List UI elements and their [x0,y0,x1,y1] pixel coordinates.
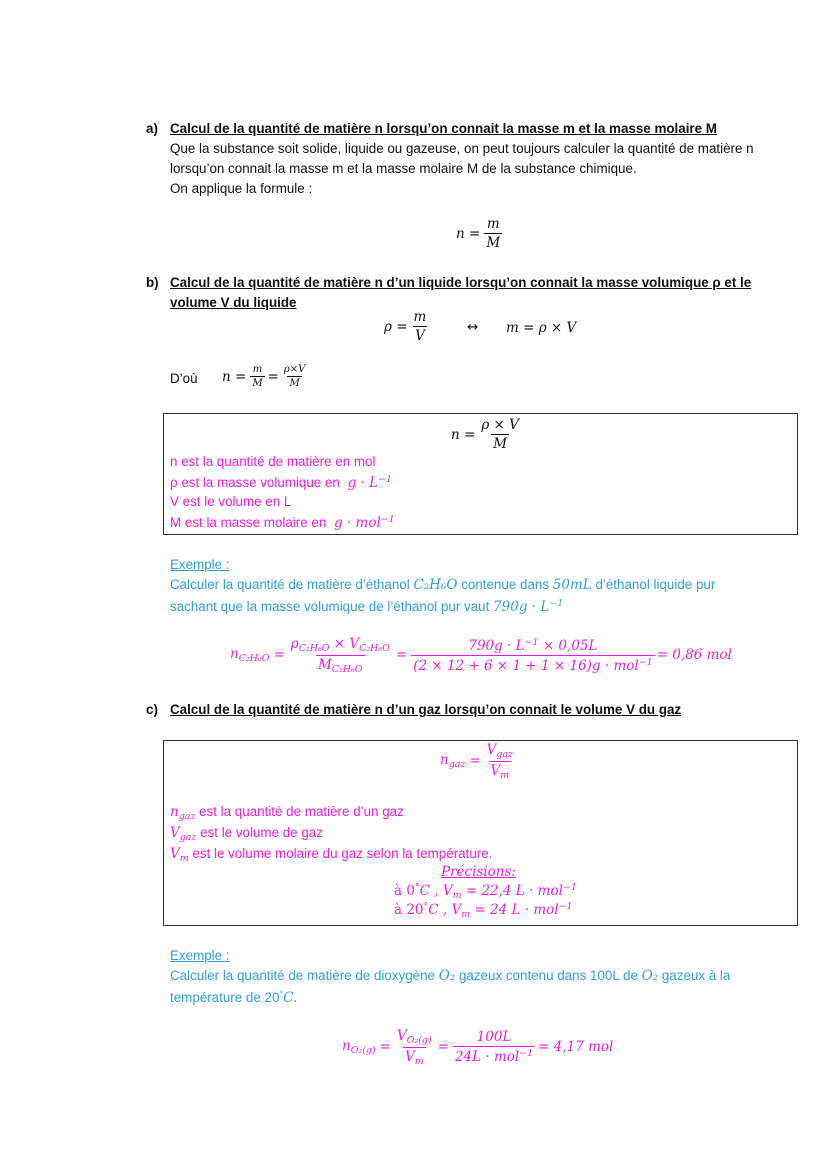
formula-m-rho-v: m = ρ × V [506,320,577,336]
prec2-sub: m [461,909,471,921]
section-c-marker: c) [146,702,158,717]
calc-c-vm-exp: −1 [519,1048,534,1060]
example-b-title: Exemple : [170,557,230,572]
rho-denominator: V [415,328,425,344]
box-line-4 [170,514,395,531]
calc-c-vm: V [404,1048,415,1065]
calc-b-density: 790g · L [468,637,525,654]
precisions-title: Précisions: [441,864,516,880]
formula-rho [384,309,428,344]
rho-lhs: ρ = [384,318,408,335]
gas-line1-text: est la quantité de matière d’un gaz [199,804,404,819]
dou-label: D’où [170,371,198,386]
prec2-exp: −1 [558,901,573,912]
prec2-deg: ° [423,901,429,912]
example-c-line2-pre: température de 20 [170,990,280,1006]
box-line-2 [170,474,392,491]
prec2-pre: à 20 [394,902,424,919]
calc-b-molar-sub: C₂H₆O [331,663,363,675]
section-b-marker: b) [146,275,159,290]
box-line-2-text: ρ est la masse volumique en [170,475,340,491]
section-a-title: Calcul de la quantité de matière n lorsqu’on connait la masse m et la masse molaire M [170,121,717,136]
gas-formula-den-sub: m [500,769,510,781]
box-line-4-text: M est la masse molaire en [170,515,327,531]
formula-dou [222,364,307,389]
rho-numerator: m [413,309,427,325]
box-formula-numerator: ρ × V [481,417,519,433]
calc-c-vol-sub: O₂(g) [406,1034,432,1046]
section-a-line-1: Que la substance soit solide, liquide ou gazeuse, on peut toujours calculer la quantité de matière n [170,141,754,156]
calc-b-lhs-sub: C₂H₆O [238,653,270,665]
prec2-val: = 24 L · mol [474,902,559,919]
calc-b-molar-mass-exp: −1 [638,656,653,668]
calc-b-density-exp: −1 [524,636,539,648]
section-a-line-2: lorsqu’on connait la masse m et la masse molaire M de la substance chimique. [170,161,637,176]
gas-formula-lhs-sub: gaz [448,759,466,771]
gas-line3-text: est le volume molaire du gaz selon la température. [192,846,493,861]
calc-c-vol: V [396,1028,407,1044]
gas-box-line-3 [170,846,492,864]
example-b-volume: 50mL [552,577,592,593]
example-b-calculation: $n_{C_2H_6O}$ = $\frac{\rho_{C_2H_6O} \times V_{C_2H_6O}}{M_{C_2H_6O}}$ = $\frac{790g \cdot L^{-1} \times 0,05L}{(2 \times 12 + 6 \times 1 + 1 \times 16)g \cdot mol^{-1}}$ = 0,86 mol [230,636,732,675]
prec1-mid: C , V [419,883,453,900]
gas-line1-sub: gaz [178,810,196,822]
box-line-3-text: V est le volume en L [170,494,292,509]
section-c-title: Calcul de la quantité de matière n d’un gaz lorsqu’on connait le volume V du gaz [170,702,682,717]
calc-c-result: = 4,17 mol [538,1039,614,1056]
gas-formula-den: V [490,762,501,779]
example-c-line2-post: C. [283,990,298,1007]
calc-b-molar-mass: (2 × 12 + 6 × 1 + 1 × 16)g · mol [413,658,639,675]
calc-c-volume-value: 100L [476,1029,512,1046]
gas-line3-sub: m [179,852,189,864]
calc-c-lhs: n [342,1038,351,1055]
gas-line2-sub: gaz [179,831,197,843]
example-c-line-1 [170,968,730,984]
dou-num-2: ρ×V [283,364,306,375]
example-c-formula-o2-second: O₂ [641,968,659,984]
calc-b-rho-sub: C₂H₆O [298,642,330,654]
section-b-title-2: volume V du liquide [170,295,297,310]
example-b-density-exp: −1 [549,598,564,609]
calc-b-v-sub: C₂H₆O [359,642,390,654]
dou-den-2: M [289,378,300,389]
equivalence-arrow-icon: ↔ [467,320,479,335]
example-c-formula-o2: O₂ [438,968,456,984]
calc-c-lhs-sub: O₂(g) [350,1045,376,1057]
example-b-line1-mid: contenue dans [461,577,550,592]
gas-formula-num-sub: gaz [496,748,514,760]
example-c-line1-mid: gazeux contenu dans 100L de [458,968,638,983]
example-c-calculation: $n_{O_2(g)}$ = $\frac{V_{O_2(g)}}{V_m}$ = $\frac{100L}{24L \cdot mol^{-1}}$ = 4,17 mol [342,1028,614,1067]
box-line-4-exp: −1 [380,514,395,525]
calc-b-lhs: n [230,646,239,663]
example-c-line-2 [170,989,297,1006]
box-line-3 [170,494,291,509]
box-formula-n-rho-v [451,417,521,452]
example-c-deg: ° [279,989,284,999]
example-b-formula-ethanol: C₂H₆O [413,577,458,593]
formula-lhs: n = [456,225,481,242]
section-a-marker: a) [146,121,158,136]
calc-c-vm-sub: m [414,1055,424,1067]
example-b-line1-pre: Calculer la quantité de matière d’éthanol [170,577,410,592]
calc-b-molar: M [318,656,332,673]
example-b-line-2 [170,598,563,615]
example-c-title: Exemple : [170,948,230,963]
gas-line1-sym: n [170,804,179,820]
box-formula-denominator: M [493,436,508,452]
gas-line2-text: est le volume de gaz [200,825,323,840]
example-b-line2-pre: sachant que la masse volumique de l’éthanol pur vaut [170,599,490,615]
formula-n-m-over-M [456,216,502,251]
example-c-line1-post: gazeux à la [661,968,731,983]
formula-denominator: M [486,235,501,251]
box-line-1 [170,454,375,469]
dou-num-1: m [252,364,263,375]
gas-box-line-2 [170,825,323,843]
dou-lhs: n = [222,368,247,385]
box-line-2-exp: −1 [378,474,393,485]
prec1-deg: ° [414,882,420,893]
prec2-mid: C , V [428,902,462,919]
calc-c-vm-value: 24L · mol [454,1049,520,1066]
gas-box-line-1 [170,804,404,822]
example-b-line-1 [170,577,715,593]
example-c-line1-pre: Calculer la quantité de matière de dioxygène [170,968,436,983]
gas-formula-num: V [486,742,497,758]
calc-b-times-v: × V [333,636,360,652]
calc-b-volume: × 0,05L [542,637,598,654]
section-a-line-3: On applique la formule : [170,181,313,196]
example-b-line1-post: d’éthanol liquide pur [595,577,716,592]
box-line-1-text: n est la quantité de matière en mol [170,454,376,469]
prec1-exp: −1 [562,882,577,893]
precision-20c [394,901,573,920]
calc-b-rho: ρ [290,636,299,652]
section-b-title-1: Calcul de la quantité de matière n d’un liquide lorsqu’on connait la masse volumique ρ et le [170,275,752,290]
dou-eq: = [267,368,279,385]
gas-line3-sym: V [170,846,180,862]
box-line-2-unit: g · L [347,475,379,492]
calc-b-result: = 0,86 mol [656,647,732,664]
prec1-pre: à 0 [394,883,415,900]
formula-numerator: m [486,216,500,232]
gas-line2-sym: V [170,825,180,841]
precision-0c [394,882,577,901]
dou-den-1: M [252,378,263,389]
prec1-sub: m [452,890,462,902]
box-formula-lhs: n = [451,426,476,443]
box-formula-n-gaz: $n_{gaz}$ = $\frac{V_{gaz}}{V_m}$ [440,742,514,781]
prec1-val: = 22,4 L · mol [465,883,563,900]
box-line-4-unit: g · mol [334,515,381,532]
gas-formula-lhs: n [440,752,449,769]
example-b-density: 790g · L [493,599,550,616]
